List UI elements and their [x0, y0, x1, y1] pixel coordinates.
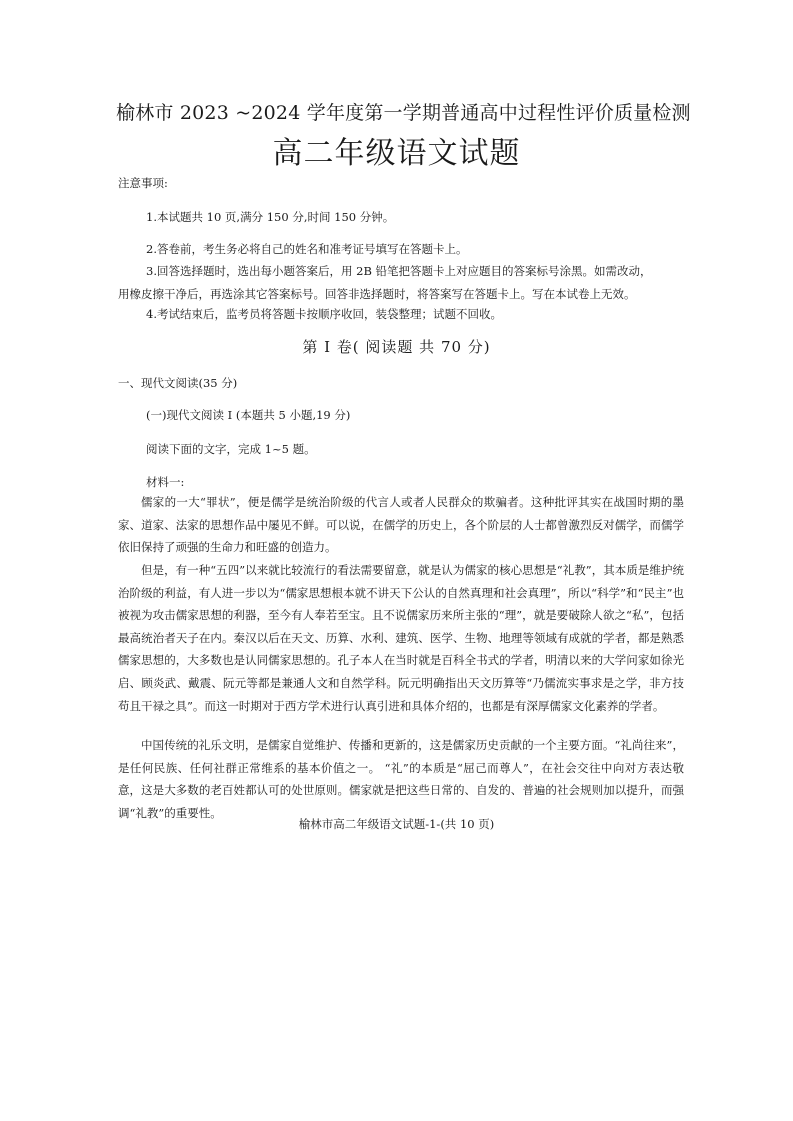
notice-label: 注意事项: — [118, 176, 168, 190]
paragraph-2: 但是，有一种“五四”以来就比较流行的看法需要留意，就是认为儒家的核心思想是“礼教”，其本质是维护统治阶级的利益，有人进一步以为“儒家思想根本就不讲天下公认的自然真理和社会真理”，所以“科学”和“民主”也被视为攻击儒家思想的利器，至今有人奉若至宝。且不说儒家历来所主张的“理”，就是要破除人欲之“私”，包括最高统治者天子在内。秦汉以后在天文、历算、水利、建筑、医学、生物、地理等领域有成就的学者，都是熟悉儒家思想的，大多数也是认同儒家思想的。孔子本人在当时就是百科全书式的学者，明清以来的大学问家如徐光启、顾炎武、戴震、阮元等都是兼通人文和自然学科。阮元明确指出天文历算等“乃儒流实事求是之学，非方技苟且干禄之具”。而这一时期对于西方学术进行认真引进和具体介绍的，也都是有深厚儒家文化素养的学者。 — [118, 563, 684, 713]
notice-item-3-cont: 用橡皮擦干净后，再选涂其它答案标号。回答非选择题时，将答案写在答题卡上。写在本试卷上无效。 — [118, 287, 636, 301]
reading-instruction: 阅读下面的文字，完成 1~5 题。 — [146, 442, 316, 456]
material-label: 材料一: — [146, 475, 185, 489]
notice-item-2: 2.答卷前，考生务必将自己的姓名和准考证号填写在答题卡上。 — [146, 242, 468, 256]
paragraph-3: 中国传统的礼乐文明，是儒家自觉维护、传播和更新的，这是儒家历史贡献的一个主要方面。“礼尚往来”，是任何民族、任何社群正常维系的基本价值之一。 “礼”的本质是“屈己而尊人”，在社会交往中向对方表达敬意，这是大多数的老百姓都认可的处世原则。儒家就是把这些日常的、自发的、普遍的社会规则加以提升，而强调“礼教”的重要性。 — [118, 738, 684, 820]
page-footer: 榆林市高二年级语文试题-1-(共 10 页) — [298, 817, 495, 831]
notice-item-1: 1.本试题共 10 页,满分 150 分,时间 150 分钟。 — [146, 210, 395, 224]
exam-title-line1: 榆林市 2023 ~2024 学年度第一学期普通高中过程性评价质量检测 — [116, 102, 691, 124]
part1-heading: 一、现代文阅读(35 分) — [118, 376, 238, 390]
paragraph-1: 儒家的一大“罪状”，便是儒学是统治阶级的代言人或者人民群众的欺骗者。这种批评其实在战国时期的墨家、道家、法家的思想作品中屡见不鲜。可以说，在儒学的历史上，各个阶层的人士都曾激烈反对儒学，而儒学依旧保持了顽强的生命力和旺盛的创造力。 — [118, 495, 684, 555]
notice-item-4: 4.考试结束后，监考员将答题卡按顺序收回，装袋整理；试题不回收。 — [146, 307, 502, 321]
exam-title-main: 高二年级语文试题 — [272, 136, 521, 171]
part1-sub-heading: (一)现代文阅读 Ⅰ (本题共 5 小题,19 分) — [146, 408, 351, 422]
notice-item-3: 3.回答选择题时，选出每小题答案后，用 2B 铅笔把答题卡上对应题目的答案标号涂黑。如需改动， — [146, 264, 652, 278]
section-heading: 第 Ⅰ 卷( 阅读题 共 70 分) — [302, 338, 491, 356]
